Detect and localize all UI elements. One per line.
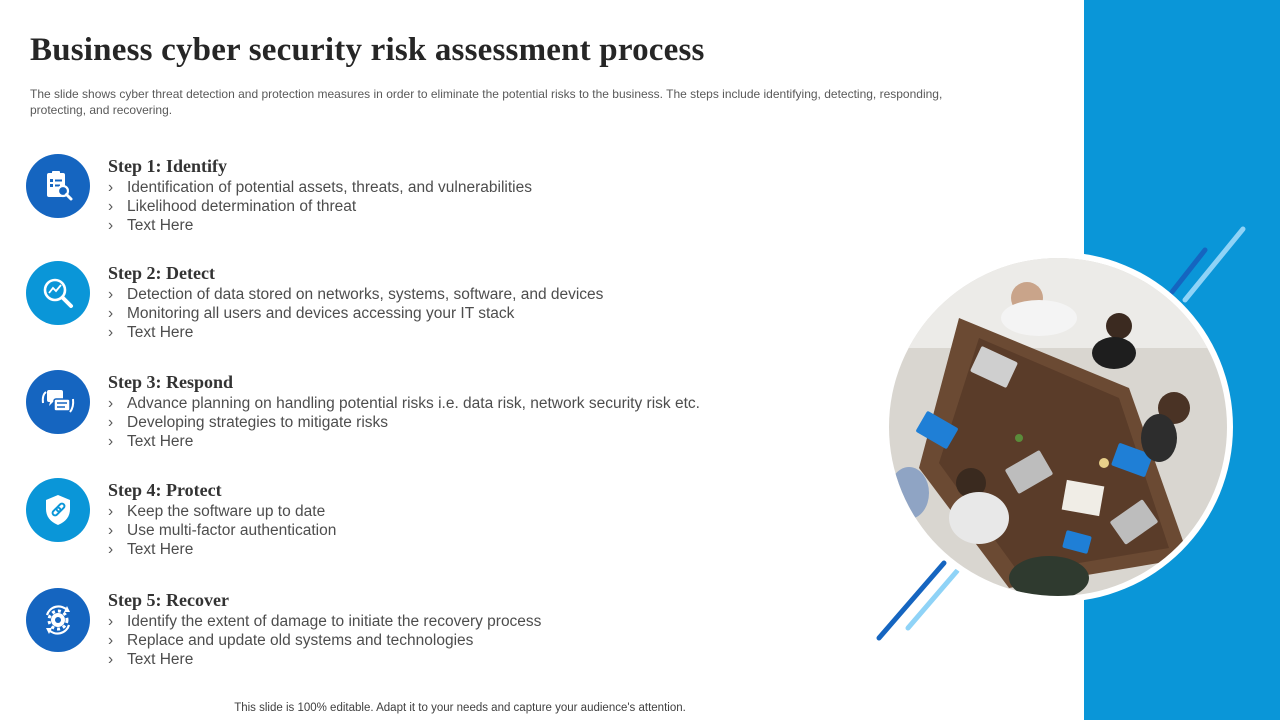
list-item: › Identify the extent of damage to initiate the recovery process xyxy=(108,613,542,630)
list-item: › Text Here xyxy=(108,217,194,234)
chevron-right-icon: › xyxy=(108,503,114,520)
list-item: › Advance planning on handling potential risks i.e. data risk, network security risk etc. xyxy=(108,395,700,412)
chevron-right-icon: › xyxy=(108,286,114,303)
chevron-right-icon: › xyxy=(108,217,114,234)
list-item: › Text Here xyxy=(108,433,194,450)
step-title: Step 1: Identify xyxy=(108,156,228,176)
chevron-right-icon: › xyxy=(108,613,114,630)
list-item: › Identification of potential assets, threats, and vulnerabilities xyxy=(108,179,532,196)
list-item: › Keep the software up to date xyxy=(108,503,326,520)
slide-title: Business cyber security risk assessment process xyxy=(30,32,705,68)
footer-note: This slide is 100% editable. Adapt it to your needs and capture your audience's attention. xyxy=(234,702,686,714)
slide-description: The slide shows cyber threat detection and protection measures in order to eliminate the potential risks to the business. The steps include identifying, detecting, responding, protecting, and recovering. xyxy=(30,87,943,117)
list-item: › Use multi-factor authentication xyxy=(108,522,337,539)
list-item: › Monitoring all users and devices accessing your IT stack xyxy=(108,305,515,322)
chevron-right-icon: › xyxy=(108,395,114,412)
step-title: Step 3: Respond xyxy=(108,372,234,392)
list-item: › Text Here xyxy=(108,324,194,341)
list-item: › Likelihood determination of threat xyxy=(108,198,357,215)
chevron-right-icon: › xyxy=(108,305,114,322)
chevron-right-icon: › xyxy=(108,179,114,196)
chevron-right-icon: › xyxy=(108,541,114,558)
chevron-right-icon: › xyxy=(108,198,114,215)
chevron-right-icon: › xyxy=(108,324,114,341)
chevron-right-icon: › xyxy=(108,522,114,539)
chevron-right-icon: › xyxy=(108,414,114,431)
step-title: Step 5: Recover xyxy=(108,590,229,610)
list-item: › Text Here xyxy=(108,541,194,558)
list-item: › Replace and update old systems and technologies xyxy=(108,632,474,649)
list-item: › Detection of data stored on networks, systems, software, and devices xyxy=(108,286,604,303)
step-title: Step 2: Detect xyxy=(108,263,215,283)
chevron-right-icon: › xyxy=(108,632,114,649)
step-title: Step 4: Protect xyxy=(108,480,222,500)
list-item: › Text Here xyxy=(108,651,194,668)
team-meeting-photo xyxy=(889,258,1227,596)
chevron-right-icon: › xyxy=(108,433,114,450)
chevron-right-icon: › xyxy=(108,651,114,668)
list-item: › Developing strategies to mitigate risks xyxy=(108,414,389,431)
